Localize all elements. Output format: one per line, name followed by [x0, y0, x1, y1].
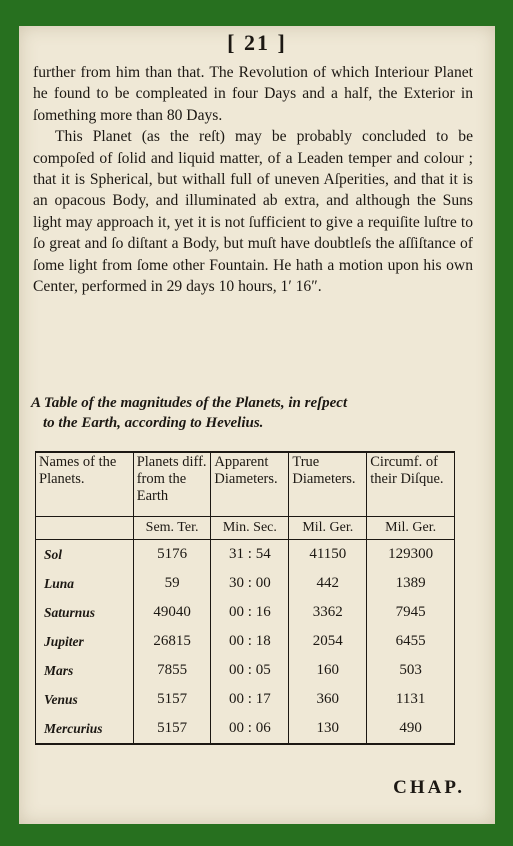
true-diameter-value: 130 [289, 714, 367, 744]
planet-name: Sol [36, 540, 134, 570]
unit-cell: Min. Sec. [211, 517, 289, 540]
paragraph-2: This Planet (as the reſt) may be probably concluded to be compoſed of ſolid and liquid matter, of a Leaden temper and colour ; that it is Spherical, but withall full of uneven Aſperities, and that it is an opacous Body, and illuminated ab extra, and although the Suns light may approach it, yet it is not ſufficient to give a requiſite luſtre to ſo great and ſo diſtant a Body, but muſt have doubtleſs the aſſiſtance of ſome light from ſome other Fountain. He hath a motion upon his own Center, performed in 29 days 10 hours, 1′ 16″. [33, 128, 473, 296]
apparent-diameter-value: 00 : 17 [211, 685, 289, 714]
table-row [36, 540, 455, 570]
table-caption [31, 393, 475, 433]
unit-cell [36, 517, 134, 540]
catchword: CHAP. [393, 777, 465, 798]
table-row [36, 656, 455, 685]
circumference-value: 503 [367, 656, 455, 685]
apparent-diameter-value: 31 : 54 [211, 540, 289, 570]
circumference-value: 6455 [367, 627, 455, 656]
circumference-value: 1131 [367, 685, 455, 714]
distance-value: 5176 [133, 540, 211, 570]
table-row [36, 685, 455, 714]
col-header-circumference: Circumf. of their Diſque. [367, 452, 455, 517]
true-diameter-value: 41150 [289, 540, 367, 570]
table-row [36, 627, 455, 656]
unit-cell: Mil. Ger. [289, 517, 367, 540]
true-diameter-value: 160 [289, 656, 367, 685]
unit-cell: Sem. Ter. [133, 517, 211, 540]
planet-name: Mars [36, 656, 134, 685]
distance-value: 5157 [133, 685, 211, 714]
planet-name: Mercurius [36, 714, 134, 744]
apparent-diameter-value: 30 : 00 [211, 569, 289, 598]
page-number: [ 21 ] [227, 30, 287, 55]
body-text [33, 62, 473, 297]
true-diameter-value: 3362 [289, 598, 367, 627]
caption-line-1: A Table of the magnitudes of the Planets, in reſpect [31, 395, 348, 411]
col-header-names: Names of the Planets. [36, 452, 134, 517]
planet-name: Jupiter [36, 627, 134, 656]
table-units-row [36, 517, 455, 540]
circumference-value: 7945 [367, 598, 455, 627]
col-header-true: True Diameters. [289, 452, 367, 517]
apparent-diameter-value: 00 : 06 [211, 714, 289, 744]
distance-value: 49040 [133, 598, 211, 627]
table-row [36, 714, 455, 744]
table-row [36, 569, 455, 598]
planet-name: Venus [36, 685, 134, 714]
distance-value: 7855 [133, 656, 211, 685]
apparent-diameter-value: 00 : 16 [211, 598, 289, 627]
circumference-value: 1389 [367, 569, 455, 598]
col-header-distance: Planets diff. from the Earth [133, 452, 211, 517]
true-diameter-value: 442 [289, 569, 367, 598]
planet-magnitudes-table [35, 451, 455, 745]
col-header-apparent: Apparent Diameters. [211, 452, 289, 517]
book-page [19, 26, 495, 824]
apparent-diameter-value: 00 : 18 [211, 627, 289, 656]
planet-name: Luna [36, 569, 134, 598]
distance-value: 26815 [133, 627, 211, 656]
paragraph-1: further from him than that. The Revolution of which Interiour Planet he found to be compleated in four Days and a half, the Exterior in ſomething more than 80 Days. [33, 64, 473, 124]
circumference-value: 129300 [367, 540, 455, 570]
unit-cell: Mil. Ger. [367, 517, 455, 540]
caption-line-2: to the Earth, according to Hevelius. [43, 415, 264, 431]
true-diameter-value: 2054 [289, 627, 367, 656]
distance-value: 5157 [133, 714, 211, 744]
apparent-diameter-value: 00 : 05 [211, 656, 289, 685]
true-diameter-value: 360 [289, 685, 367, 714]
distance-value: 59 [133, 569, 211, 598]
planet-name: Saturnus [36, 598, 134, 627]
table-row [36, 598, 455, 627]
circumference-value: 490 [367, 714, 455, 744]
table-header-row [36, 452, 455, 517]
